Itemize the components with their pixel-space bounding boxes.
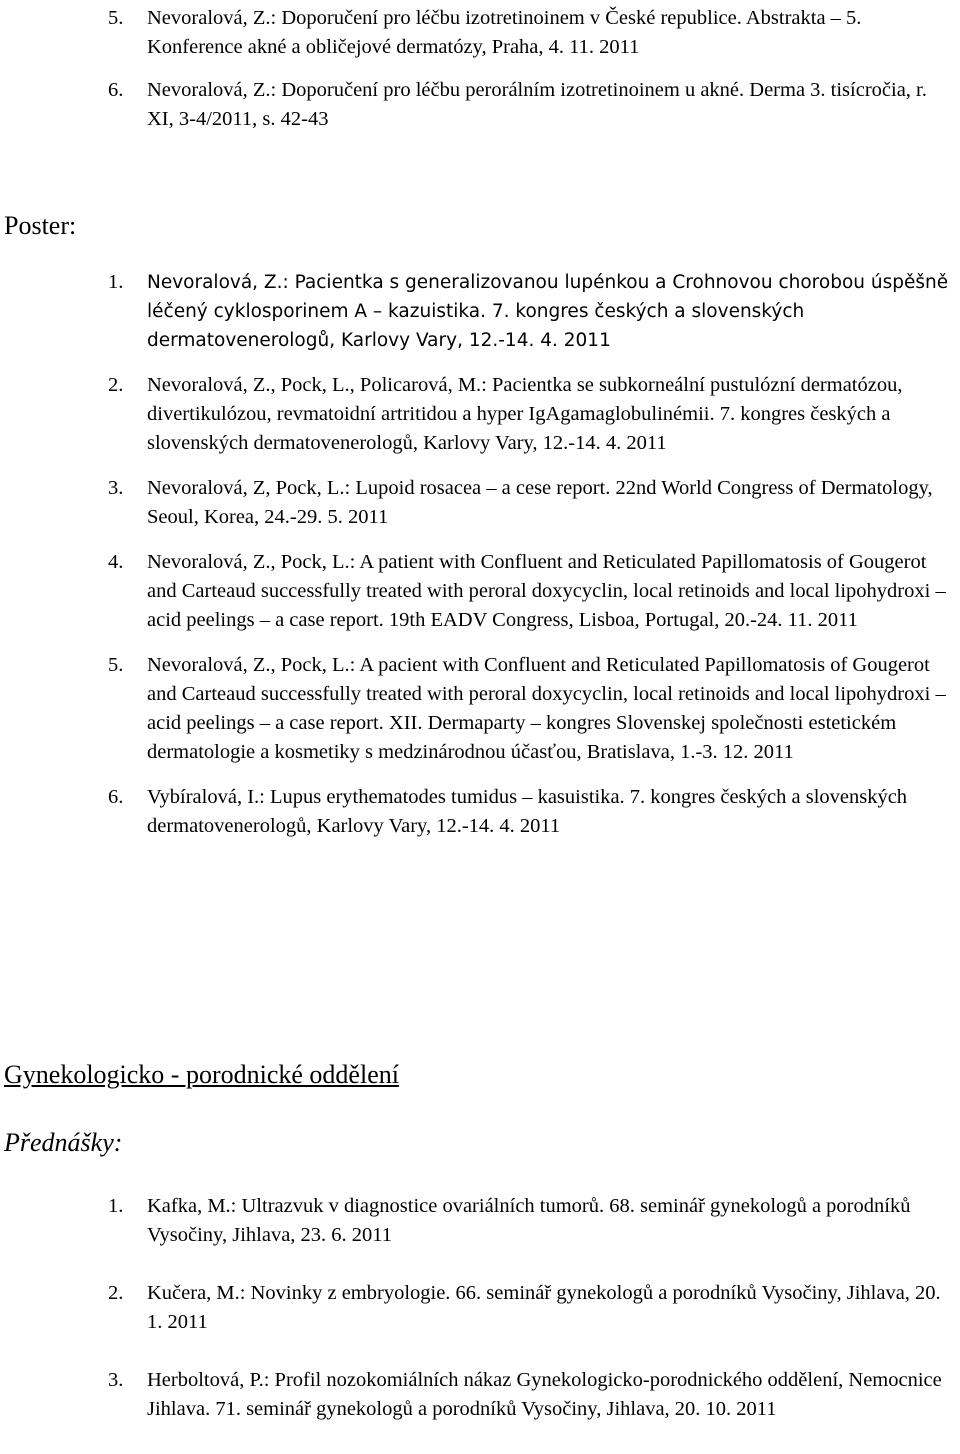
item-number: 2. — [108, 1282, 124, 1304]
item-number: 6. — [108, 79, 124, 101]
list-item — [0, 1279, 957, 1337]
list-item — [0, 1192, 957, 1250]
poster-list — [0, 268, 957, 841]
poster-heading: Poster: — [4, 211, 77, 240]
item-text: Nevoralová, Z., Pock, L.: A patient with Confluent and Reticulated Papillomatosis of Gougerot and Carteaud successfully treated with peroral doxycyclin, local retinoids and local lipohydroxi –acid peelings – a case report. 19th EADV Congress, Lisboa, Portugal, 20.-24. 11. 2011 — [147, 551, 946, 631]
item-text: Kučera, M.: Novinky z embryologie. 66. seminář gynekologů a porodníků Vysočiny, Jihlava, 20. 1. 2011 — [147, 1282, 941, 1333]
list-item — [0, 1366, 957, 1424]
list-item — [0, 76, 957, 134]
list-item — [0, 4, 957, 62]
lectures-heading: Přednášky: — [4, 1128, 123, 1157]
item-number: 5. — [108, 7, 124, 29]
list-item — [0, 474, 957, 532]
section-heading: Gynekologicko - porodnické oddělení — [4, 1060, 399, 1089]
item-number: 1. — [108, 271, 124, 293]
item-number: 5. — [108, 654, 124, 676]
item-text: Kafka, M.: Ultrazvuk v diagnostice ovariálních tumorů. 68. seminář gynekologů a porodníků Vysočiny, Jihlava, 23. 6. 2011 — [147, 1195, 911, 1246]
item-number: 3. — [108, 477, 124, 499]
item-number: 1. — [108, 1195, 124, 1217]
item-number: 3. — [108, 1369, 124, 1391]
list-item — [0, 268, 957, 355]
item-number: 4. — [108, 551, 124, 573]
item-text: Herboltová, P.: Profil nozokomiálních nákaz Gynekologicko-porodnického oddělení, Nemocnice Jihlava. 71. seminář gynekologů a porodníků Vysočiny, Jihlava, 20. 10. 2011 — [147, 1369, 942, 1420]
item-number: 2. — [108, 374, 124, 396]
list-item — [0, 371, 957, 458]
list-item — [0, 548, 957, 635]
item-text: Vybíralová, I.: Lupus erythematodes tumidus – kasuistika. 7. kongres českých a slovenských dermatovenerologů, Karlovy Vary, 12.-14. 4. 2011 — [147, 786, 908, 837]
top-list — [0, 4, 957, 134]
item-text: Nevoralová, Z, Pock, L.: Lupoid rosacea – a cese report. 22nd World Congress of Dermatology, Seoul, Korea, 24.-29. 5. 2011 — [147, 477, 933, 528]
item-text: Nevoralová, Z., Pock, L., Policarová, M.: Pacientka se subkorneální pustulózní dermatózou, divertikulózou, revmatoidní artritidou a hyper IgAgamaglobulinémii. 7. kongres českých a slovenských dermatovenerologů, Karlovy Vary, 12.-14. 4. 2011 — [147, 374, 903, 454]
item-number: 6. — [108, 786, 124, 808]
list-item — [0, 783, 957, 841]
item-text: Nevoralová, Z.: Doporučení pro léčbu perorálním izotretinoinem u akné. Derma 3. tisícročia, r. XI, 3-4/2011, s. 42-43 — [147, 79, 927, 130]
item-text: Nevoralová, Z., Pock, L.: A pacient with Confluent and Reticulated Papillomatosis of Gougerot and Carteaud successfully treated with peroral doxycyclin, local retinoids and local lipohydroxi – acid peelings – a case report. XII. Dermaparty – kongres Slovenskej společnosti estetickém dermatologie a kosmetiky s medzinárodnou účasťou, Bratislava, 1.-3. 12. 2011 — [147, 654, 946, 763]
lectures-list — [0, 1192, 957, 1424]
item-text: Nevoralová, Z.: Pacientka s generalizovanou lupénkou a Crohnovou chorobou úspěšně léčený cyklosporinem A – kazuistika. 7. kongres českých a slovenských dermatovenerologů, Karlovy Vary, 12.-14. 4. 2011 — [147, 272, 949, 351]
list-item — [0, 651, 957, 767]
item-text: Nevoralová, Z.: Doporučení pro léčbu izotretinoinem v České republice. Abstrakta – 5. Konference akné a obličejové dermatózy, Praha, 4. 11. 2011 — [147, 7, 862, 58]
